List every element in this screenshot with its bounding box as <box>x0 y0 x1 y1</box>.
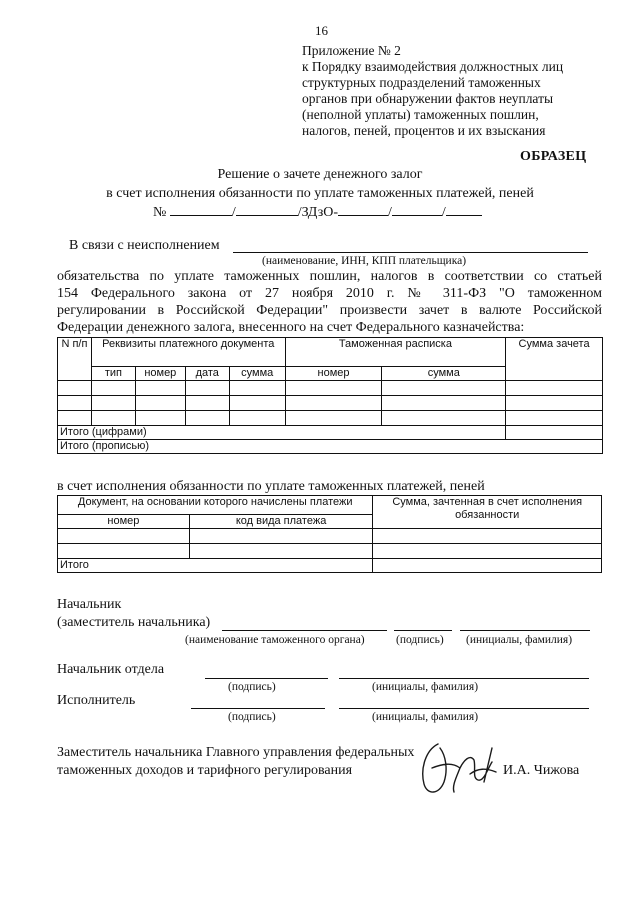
total-words: Итого (прописью) <box>58 440 603 454</box>
table-row <box>58 411 603 426</box>
total: Итого <box>58 559 373 573</box>
number-blank <box>392 202 442 216</box>
document-subtitle: в счет исполнения обязанности по уплате таможенных платежей, пеней <box>106 186 534 201</box>
chief-label-deputy: (заместитель начальника) <box>57 615 211 630</box>
header-receipt: Таможенная расписка <box>285 338 505 367</box>
header-sum: Сумма зачета <box>506 338 603 381</box>
offset-table <box>57 337 603 454</box>
caption-name: (инициалы, фамилия) <box>466 634 573 646</box>
deputy-position-line: таможенных доходов и тарифного регулирования <box>57 763 353 778</box>
chief-name-line <box>460 630 590 631</box>
caption-customs-body: (наименование таможенного органа) <box>185 634 365 646</box>
executor-signature-line <box>191 708 325 709</box>
paragraph-line: Федерации денежного залога, внесенного на счет Федерального казначейства: <box>57 320 525 335</box>
dept-signature-line <box>205 678 328 679</box>
sub-date: дата <box>185 367 229 381</box>
paragraph-line: регулировании в Российской Федерации" произвести зачет в валюте Российской <box>57 303 602 318</box>
sub-receipt-number: номер <box>285 367 382 381</box>
payer-name-line <box>233 252 588 253</box>
caption-signature: (подпись) <box>396 634 444 646</box>
table-row <box>58 396 603 411</box>
executor-label: Исполнитель <box>57 693 136 708</box>
chief-label: Начальник <box>57 597 122 612</box>
header-doc: Документ, на основании которого начислены платежи <box>58 496 373 515</box>
number-blank <box>170 202 232 216</box>
dept-name-line <box>339 678 589 679</box>
total-digits: Итого (цифрами) <box>58 426 506 440</box>
appendix-line: структурных подразделений таможенных <box>302 75 541 90</box>
header-num: N п/п <box>58 338 92 381</box>
dept-head-label: Начальник отдела <box>57 662 165 677</box>
appendix-line: к Порядку взаимодействия должностных лиц <box>302 59 564 74</box>
intro-text: В связи с неисполнением <box>69 238 220 253</box>
customs-body-line <box>222 630 387 631</box>
decision-number-line <box>153 202 482 221</box>
number-blank <box>236 202 298 216</box>
executor-name-line <box>339 708 589 709</box>
signatory-name: И.А. Чижова <box>503 763 580 778</box>
chief-signature-line <box>394 630 452 631</box>
sub-payment-code: код вида платежа <box>189 515 373 529</box>
table-row <box>58 529 602 544</box>
table-row <box>58 559 602 573</box>
table-row <box>58 381 603 396</box>
sub-receipt-sum: сумма <box>382 367 506 381</box>
appendix-line: органов при обнаружении фактов неуплаты <box>302 91 554 106</box>
header-credited-sum: Сумма, зачтенная в счет исполнения обязанности <box>373 496 602 529</box>
sub-type: тип <box>91 367 135 381</box>
deputy-position-line: Заместитель начальника Главного управления федеральных <box>57 745 415 760</box>
sub-number: номер <box>135 367 185 381</box>
number-blank <box>338 202 388 216</box>
number-separator: / <box>388 205 392 220</box>
number-separator: / <box>231 205 236 220</box>
document-title: Решение о зачете денежного залог <box>217 167 423 182</box>
header-payment-doc: Реквизиты платежного документа <box>91 338 285 367</box>
section2-title: в счет исполнения обязанности по уплате таможенных платежей, пеней <box>57 479 485 494</box>
number-sign: № <box>153 205 167 220</box>
paragraph-line: 154 Федерального закона от 27 ноября 2010 г. № 311-ФЗ "О таможенном <box>57 286 602 301</box>
appendix-line: Приложение № 2 <box>302 43 401 58</box>
number-separator: /ЗДзО- <box>297 205 338 220</box>
handwritten-signature-icon <box>412 738 504 800</box>
number-separator: / <box>441 205 446 220</box>
sub-doc-number: номер <box>58 515 190 529</box>
paragraph-line: обязательства по уплате таможенных пошлин, налогов в соответствии со статьей <box>57 269 602 284</box>
payer-caption: (наименование, ИНН, КПП плательщика) <box>262 255 467 267</box>
number-blank <box>446 202 482 216</box>
caption-name: (инициалы, фамилия) <box>372 711 479 723</box>
page-number: 16 <box>315 23 328 38</box>
appendix-header <box>302 43 563 139</box>
sample-label: ОБРАЗЕЦ <box>520 149 587 164</box>
caption-name: (инициалы, фамилия) <box>372 681 479 693</box>
appendix-line: налогов, пеней, процентов и их взыскания <box>302 123 546 138</box>
table-row <box>58 426 603 440</box>
caption-signature: (подпись) <box>228 681 276 693</box>
obligation-table <box>57 495 602 573</box>
table-row <box>58 544 602 559</box>
appendix-line: (неполной уплаты) таможенных пошлин, <box>302 107 539 122</box>
table-row <box>58 440 603 454</box>
caption-signature: (подпись) <box>228 711 276 723</box>
sub-sum: сумма <box>229 367 285 381</box>
